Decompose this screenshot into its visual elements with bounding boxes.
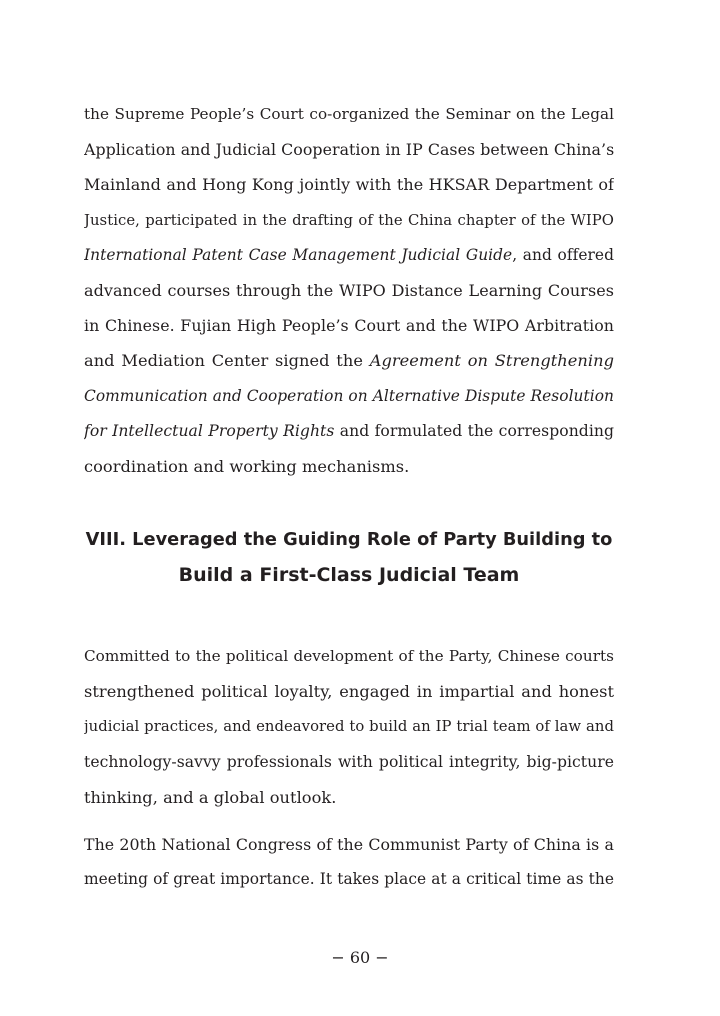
paragraph-international-cooperation <box>84 97 614 484</box>
text-line: meeting of great importance. It takes place at a critical time as the <box>84 870 614 889</box>
text-line <box>84 414 614 449</box>
text-line: in Chinese. Fujian High People’s Court and the WIPO Arbitration <box>84 316 614 336</box>
guide-title-italic: International Patent Case Management Judicial Guide <box>84 245 513 264</box>
text-fragment: , and offered <box>512 245 614 264</box>
section-heading <box>84 522 614 593</box>
text-line: Committed to the political development of the Party, Chinese courts <box>84 647 614 665</box>
agreement-title-italic: Communication and Cooperation on Alternative Dispute Resolution <box>84 386 614 405</box>
text-line: strengthened political loyalty, engaged in impartial and honest <box>84 682 614 702</box>
agreement-title-italic: for Intellectual Property Rights <box>84 421 335 440</box>
text-line: technology-savvy professionals with political integrity, big-picture <box>84 752 614 771</box>
agreement-title-italic: Agreement on Strengthening <box>369 351 614 371</box>
text-line <box>84 343 614 378</box>
text-line: Application and Judicial Cooperation in IP Cases between China’s <box>84 140 614 160</box>
text-line: judicial practices, and endeavored to build an IP trial team of law and <box>84 718 614 736</box>
paragraph-political-development <box>84 639 614 815</box>
heading-line: VIII. Leveraged the Guiding Role of Party Building to <box>85 529 613 550</box>
text-line <box>84 379 614 414</box>
text-line: The 20th National Congress of the Communist Party of China is a <box>84 835 614 854</box>
text-line <box>84 238 614 273</box>
text-fragment: and Mediation Center signed the <box>84 351 370 371</box>
paragraph-national-congress <box>84 827 614 897</box>
text-line: Mainland and Hong Kong jointly with the HKSAR Department of <box>84 175 614 195</box>
heading-line: Build a First-Class Judicial Team <box>178 563 520 586</box>
text-line: the Supreme People’s Court co-organized the Seminar on the Legal <box>84 105 614 123</box>
text-line: coordination and working mechanisms. <box>84 456 410 476</box>
text-line: Justice, participated in the drafting of the China chapter of the WIPO <box>84 211 614 229</box>
text-line: thinking, and a global outlook. <box>84 787 337 807</box>
text-line: advanced courses through the WIPO Distance Learning Courses <box>84 280 614 300</box>
page-number: − 60 − <box>331 948 389 967</box>
text-fragment: and formulated the corresponding <box>334 421 614 440</box>
